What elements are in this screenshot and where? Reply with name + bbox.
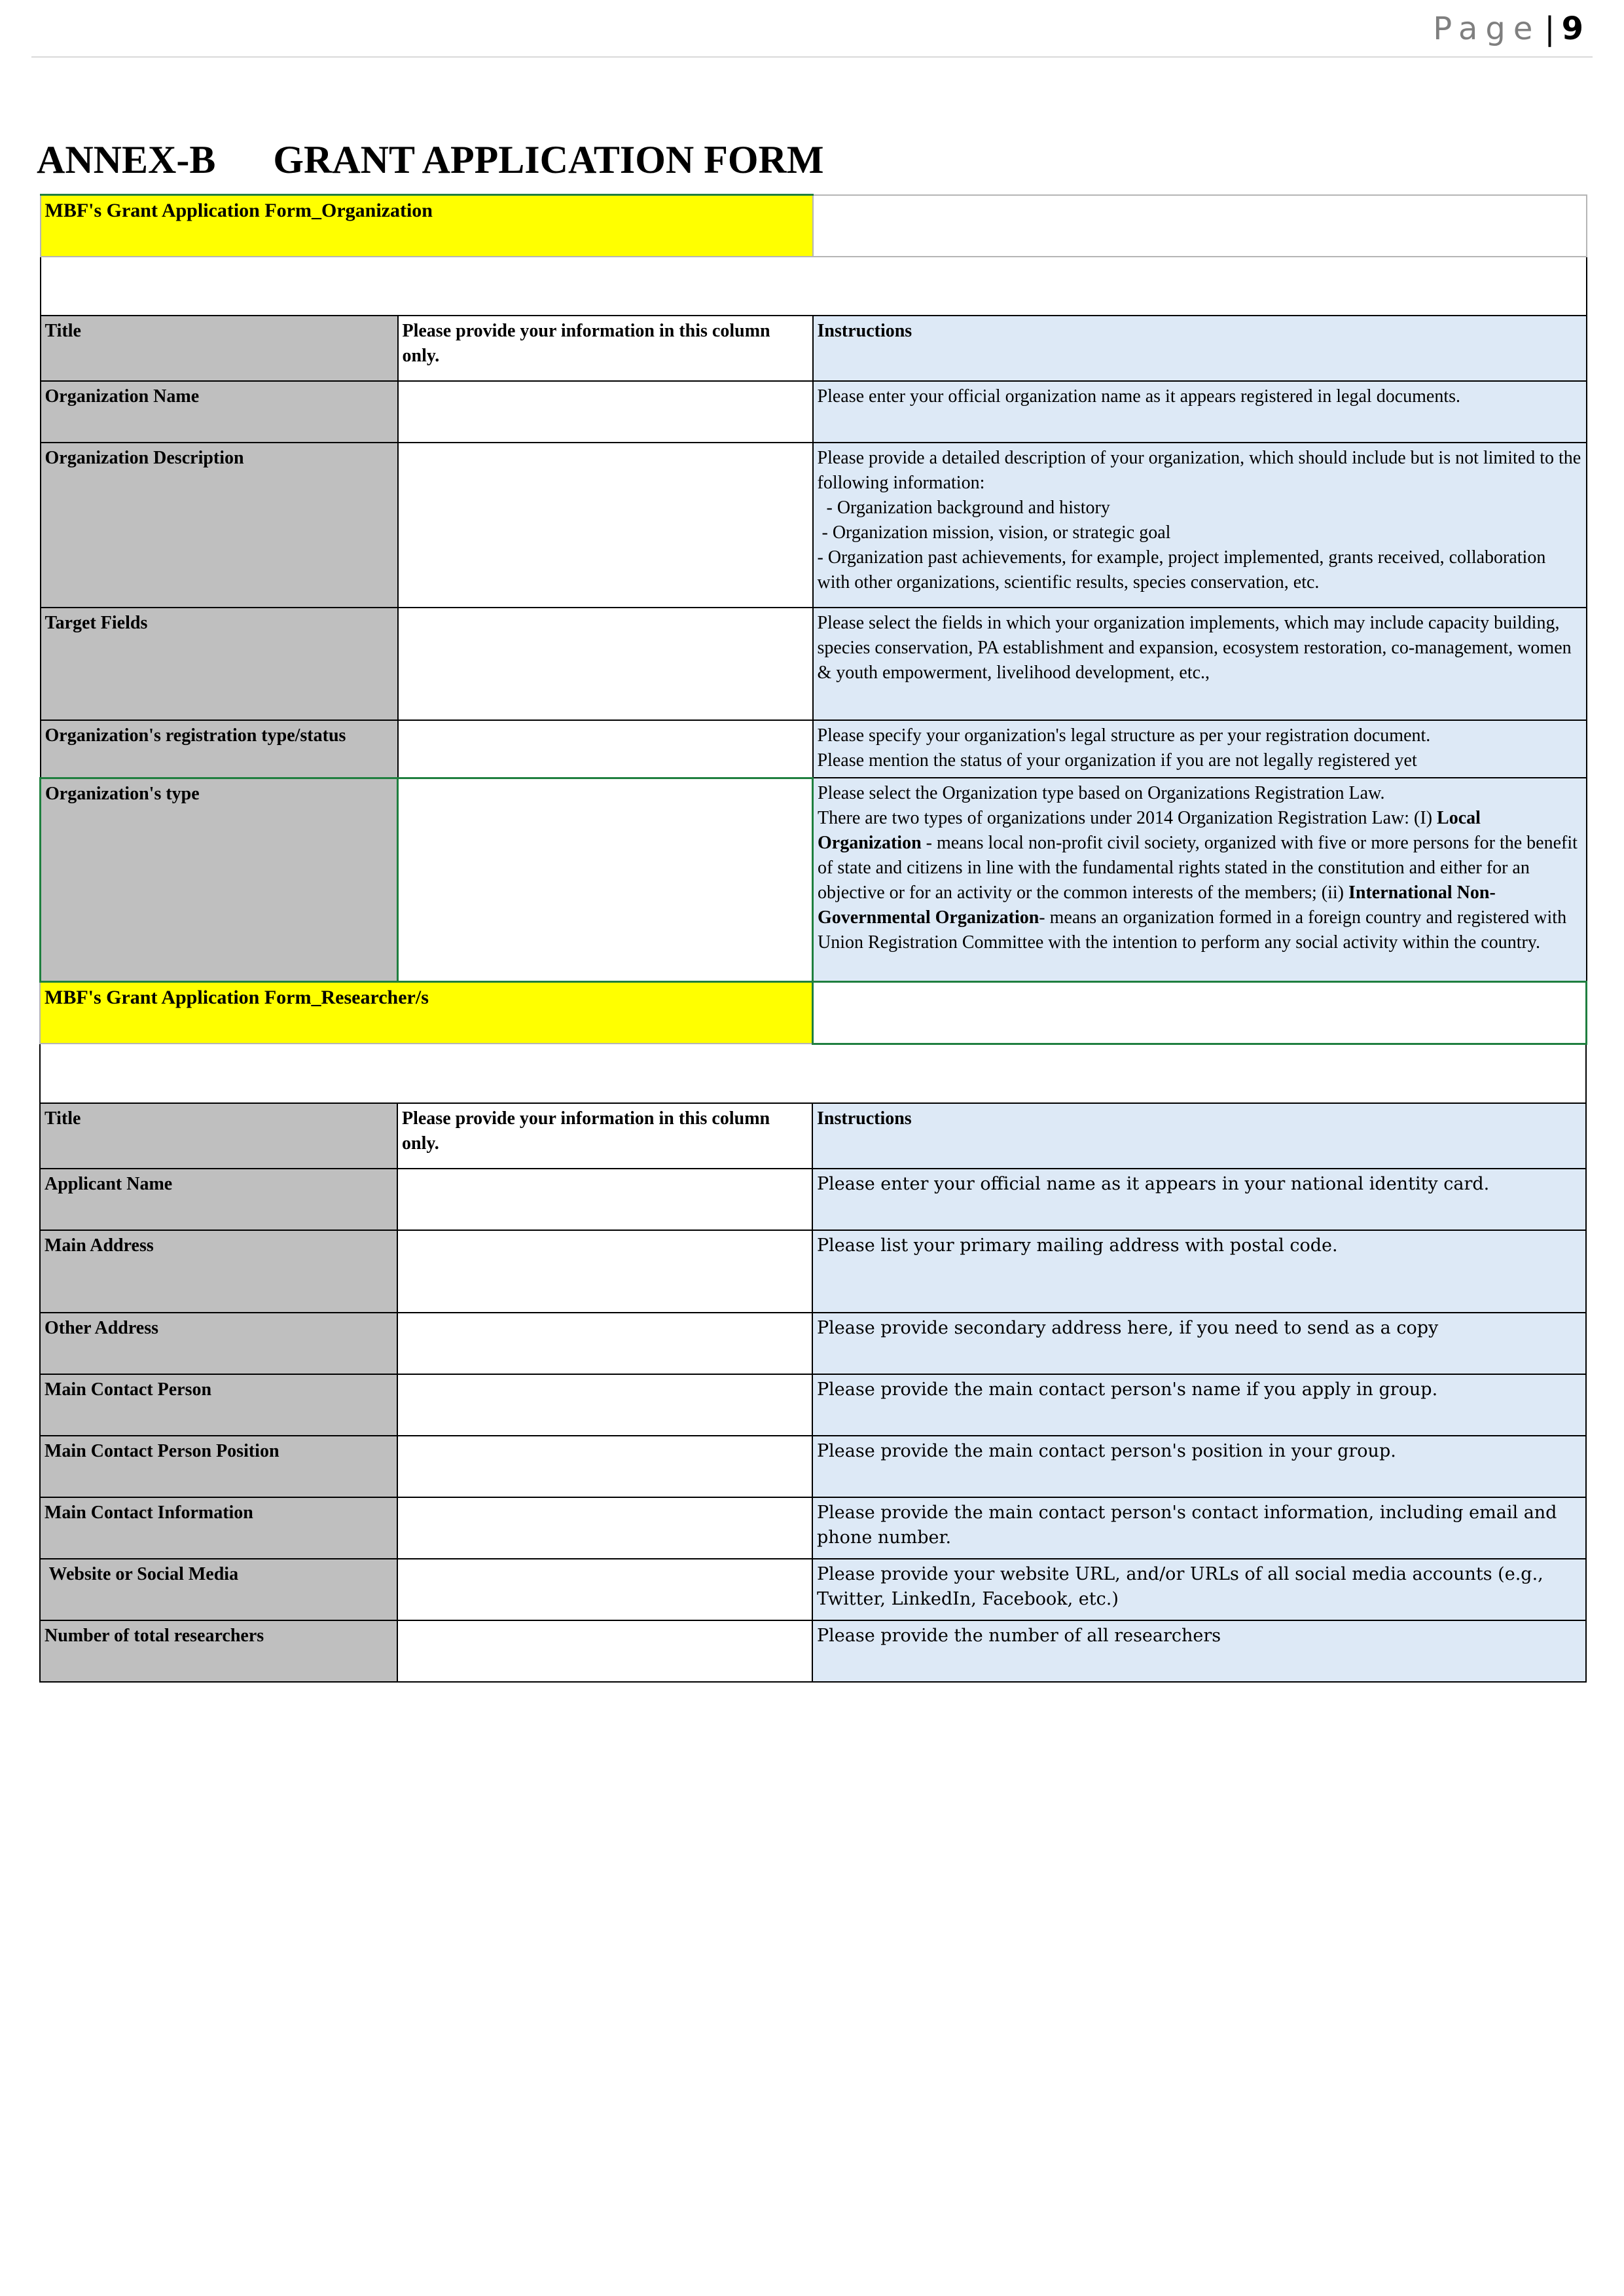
column-header-input: Please provide your information in this column only. (397, 1103, 812, 1169)
form-row-organization-name (41, 381, 1587, 443)
row-instructions: Please enter your official organization name as it appears registered in legal documents. (813, 381, 1587, 443)
row-instructions: Please provide a detailed description of your organization, which should include but is not limited to the following information: - Organization background and history - Organization mission, vision, or strategic goal - Organization past achievements, for example, project implemented, grants received, collaboration with other organizations, scientific results, species conservation, etc. (813, 443, 1587, 608)
form-title: GRANT APPLICATION FORM (273, 138, 824, 181)
column-header-instructions: Instructions (813, 316, 1587, 381)
form-row-main-contact-person (40, 1374, 1586, 1436)
row-title: Website or Social Media (40, 1559, 397, 1620)
banner-blank-cell (812, 982, 1586, 1044)
page-divider: | (1544, 10, 1555, 47)
row-title: Organization's registration type/status (41, 720, 398, 778)
other-address-input[interactable] (397, 1313, 812, 1374)
row-instructions: Please provide secondary address here, if you need to send as a copy (812, 1313, 1586, 1374)
row-title: Target Fields (41, 608, 398, 720)
page-label: Page (1433, 10, 1541, 47)
row-instructions: Please enter your official name as it appears in your national identity card. (812, 1169, 1586, 1230)
organization-name-input[interactable] (398, 381, 813, 443)
form-row-applicant-name (40, 1169, 1586, 1230)
target-fields-input[interactable] (398, 608, 813, 720)
main-contact-person-input[interactable] (397, 1374, 812, 1436)
organization-form-banner: MBF's Grant Application Form_Organization (41, 195, 813, 257)
organization-description-input[interactable] (398, 443, 813, 608)
row-title: Number of total researchers (40, 1620, 397, 1682)
researcher-form-table (39, 981, 1587, 1683)
column-header-title: Title (41, 316, 398, 381)
banner-blank-cell (813, 195, 1587, 257)
number-of-researchers-input[interactable] (397, 1620, 812, 1682)
form-row-registration-type (41, 720, 1587, 778)
page-number (1433, 10, 1583, 47)
page-number-value: 9 (1561, 10, 1583, 47)
row-instructions: Please select the Organization type based on Organizations Registration Law. There are two types of organizations under 2014 Organization Registration Law: (I) Local Organization - means local non-profit civil society, organized with five or more persons for the benefit of state and citizens in line with the fundamental rights stated in the constitution and either for an objective or for an activity or the common interests of the members; (ii) International Non-Governmental Organization- means an organization formed in a foreign country and registered with Union Registration Committee with the intention to perform any social activity within the country. (813, 778, 1587, 1004)
header-row (41, 316, 1587, 381)
column-header-title: Title (40, 1103, 397, 1169)
row-instructions: Please provide the main contact person's contact information, including email and phone number. (812, 1497, 1586, 1559)
applicant-name-input[interactable] (397, 1169, 812, 1230)
organization-form-table (39, 194, 1587, 1006)
row-title: Organization Description (41, 443, 398, 608)
website-social-media-input[interactable] (397, 1559, 812, 1620)
researcher-form-banner: MBF's Grant Application Form_Researcher/s (40, 982, 812, 1044)
main-address-input[interactable] (397, 1230, 812, 1313)
row-title: Organization Name (41, 381, 398, 443)
organization-form-banner-row (41, 195, 1587, 257)
form-row-main-contact-information (40, 1497, 1586, 1559)
page-header (31, 0, 1593, 58)
row-instructions: Please specify your organization's legal structure as per your registration document. Please mention the status of your organization if you are not legally registered yet (813, 720, 1587, 778)
row-title: Main Contact Person (40, 1374, 397, 1436)
main-contact-information-input[interactable] (397, 1497, 812, 1559)
row-instructions: Please provide the main contact person's name if you apply in group. (812, 1374, 1586, 1436)
row-instructions: Please list your primary mailing address with postal code. (812, 1230, 1586, 1313)
column-header-input: Please provide your information in this column only. (398, 316, 813, 381)
form-row-number-of-researchers (40, 1620, 1586, 1682)
organization-type-input[interactable] (398, 778, 813, 1004)
form-row-website-social-media (40, 1559, 1586, 1620)
form-row-organization-description (41, 443, 1587, 608)
row-title: Main Address (40, 1230, 397, 1313)
form-row-main-address (40, 1230, 1586, 1313)
annex-title (37, 137, 824, 183)
row-title: Other Address (40, 1313, 397, 1374)
main-contact-position-input[interactable] (397, 1436, 812, 1497)
column-header-instructions: Instructions (812, 1103, 1586, 1169)
row-instructions: Please provide your website URL, and/or URLs of all social media accounts (e.g., Twitter, LinkedIn, Facebook, etc.) (812, 1559, 1586, 1620)
form-row-main-contact-position (40, 1436, 1586, 1497)
row-title: Main Contact Person Position (40, 1436, 397, 1497)
row-title: Main Contact Information (40, 1497, 397, 1559)
form-row-target-fields (41, 608, 1587, 720)
form-row-organization-type (41, 778, 1587, 1004)
row-title: Organization's type (41, 778, 398, 1004)
form-row-other-address (40, 1313, 1586, 1374)
row-instructions: Please provide the main contact person's position in your group. (812, 1436, 1586, 1497)
row-instructions: Please select the fields in which your organization implements, which may include capacity building, species conservation, PA establishment and expansion, ecosystem restoration, co-management, women & youth empowerment, livelihood development, etc., (813, 608, 1587, 720)
row-title: Applicant Name (40, 1169, 397, 1230)
annex-label: ANNEX-B (37, 138, 216, 181)
row-instructions: Please provide the number of all researchers (812, 1620, 1586, 1682)
header-row (40, 1103, 1586, 1169)
researcher-form-banner-row (40, 982, 1586, 1044)
registration-type-input[interactable] (398, 720, 813, 778)
